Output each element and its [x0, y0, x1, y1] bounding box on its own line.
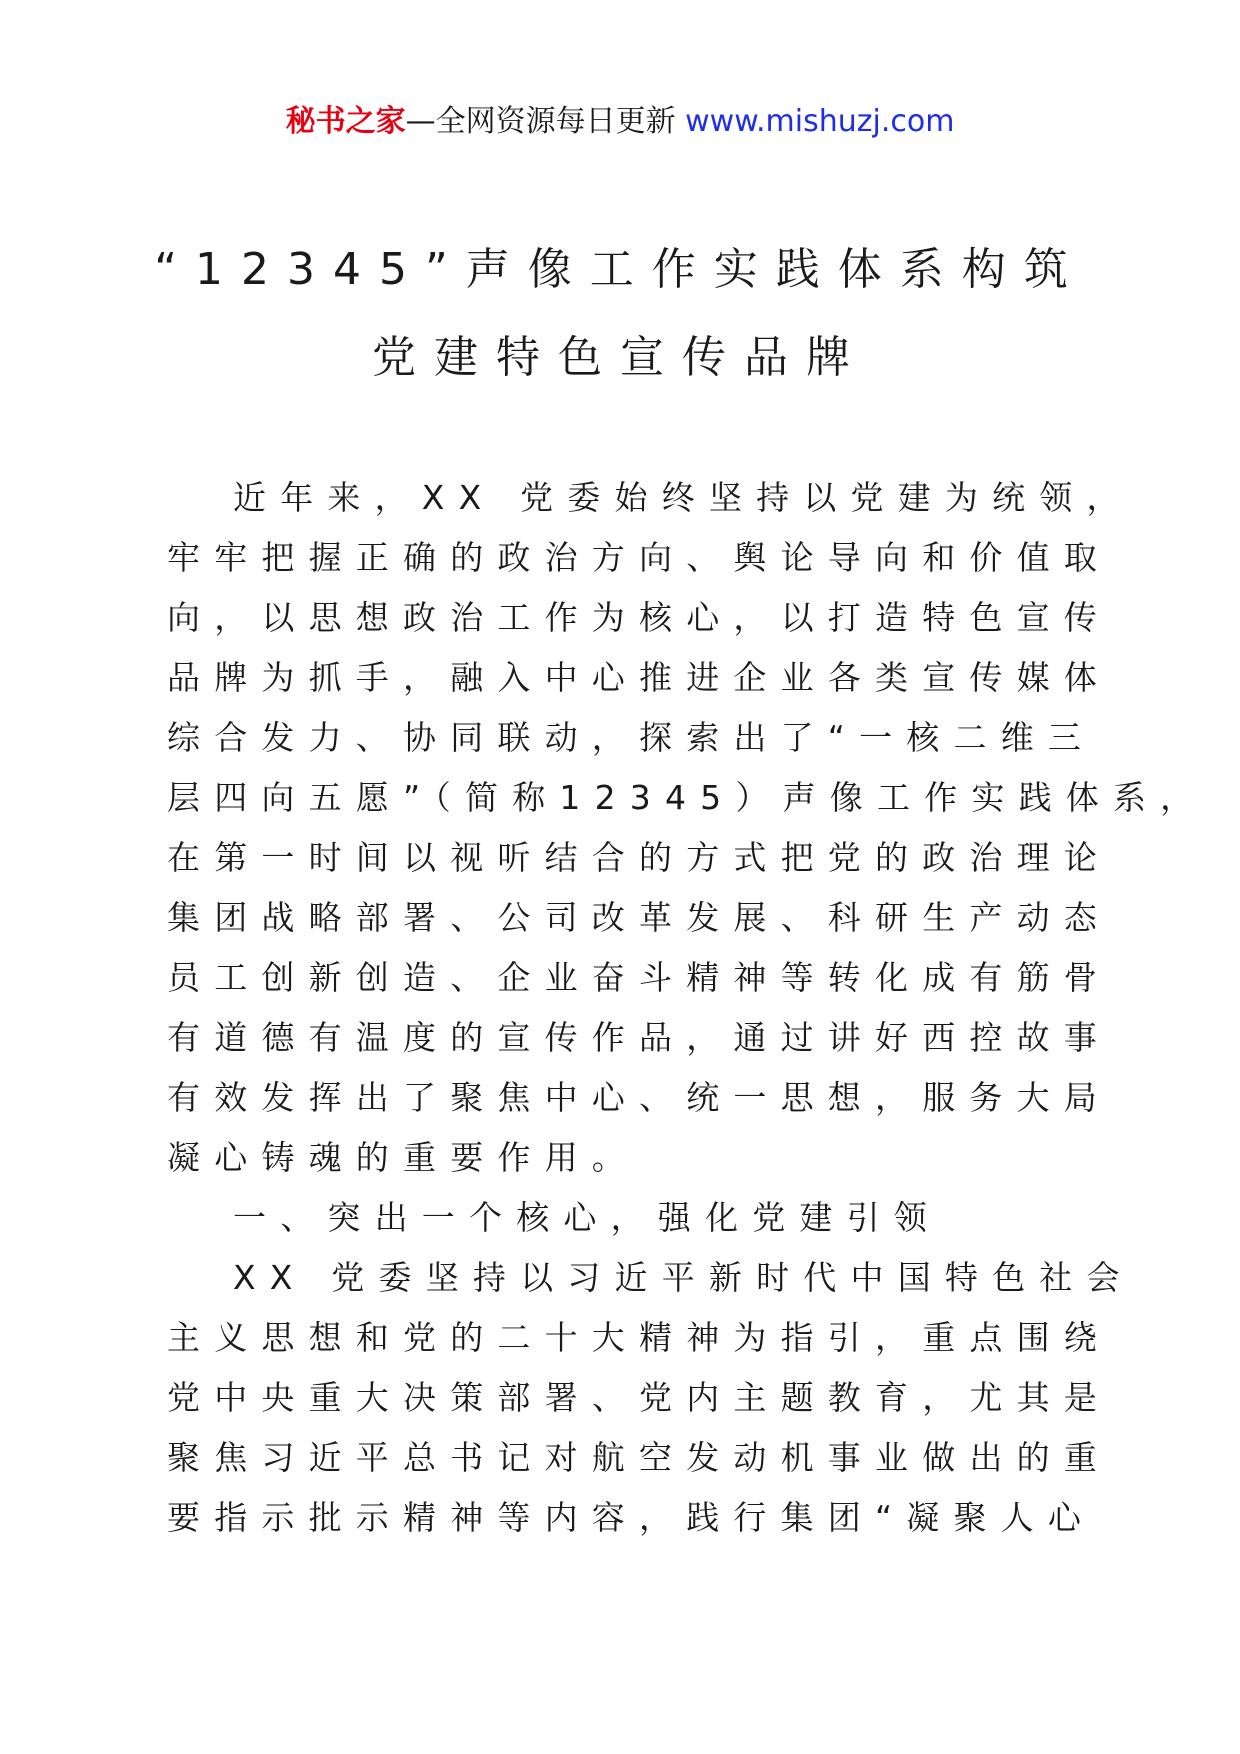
document-title-line-2: 党建特色宣传品牌 — [372, 332, 868, 383]
body-line: 有道德有温度的宣传作品，通过讲好西控故事 — [167, 1018, 1111, 1057]
site-url[interactable]: www.mishuzj.com — [685, 104, 955, 139]
body-line: 要指示批示精神等内容，践行集团“凝聚人心 — [167, 1498, 1096, 1537]
section-heading: 一、突出一个核心，强化党建引领 — [233, 1198, 941, 1237]
document-body — [167, 468, 1208, 1548]
body-line: 近年来，XX 党委始终坚持以党建为统领， — [233, 478, 1134, 517]
body-line: 主义思想和党的二十大精神为指引，重点围绕 — [167, 1318, 1111, 1357]
body-line: 凝心铸魂的重要作用。 — [167, 1138, 639, 1177]
document-title-line-1: “12345”声像工作实践体系构筑 — [154, 244, 1086, 295]
body-line: 在第一时间以视听结合的方式把党的政治理论 — [167, 838, 1111, 877]
body-line: XX 党委坚持以习近平新时代中国特色社会 — [233, 1258, 1134, 1297]
body-line: 品牌为抓手，融入中心推进企业各类宣传媒体 — [167, 658, 1111, 697]
header-tagline: —全网资源每日更新 — [405, 104, 686, 139]
site-header — [0, 102, 1240, 142]
body-line: 党中央重大决策部署、党内主题教育，尤其是 — [167, 1378, 1111, 1417]
brand-name: 秘书之家 — [285, 104, 406, 139]
body-line: 聚焦习近平总书记对航空发动机事业做出的重 — [167, 1438, 1111, 1477]
body-line: 有效发挥出了聚焦中心、统一思想，服务大局 — [167, 1078, 1111, 1117]
body-line: 集团战略部署、公司改革发展、科研生产动态 — [167, 898, 1111, 937]
body-line: 层四向五愿”（简称12345）声像工作实践体系， — [167, 778, 1208, 817]
body-line: 向，以思想政治工作为核心，以打造特色宣传 — [167, 598, 1111, 637]
body-line: 员工创新创造、企业奋斗精神等转化成有筋骨 — [167, 958, 1111, 997]
body-line: 综合发力、协同联动，探索出了“一核二维三 — [167, 718, 1096, 757]
body-line: 牢牢把握正确的政治方向、舆论导向和价值取 — [167, 538, 1111, 577]
